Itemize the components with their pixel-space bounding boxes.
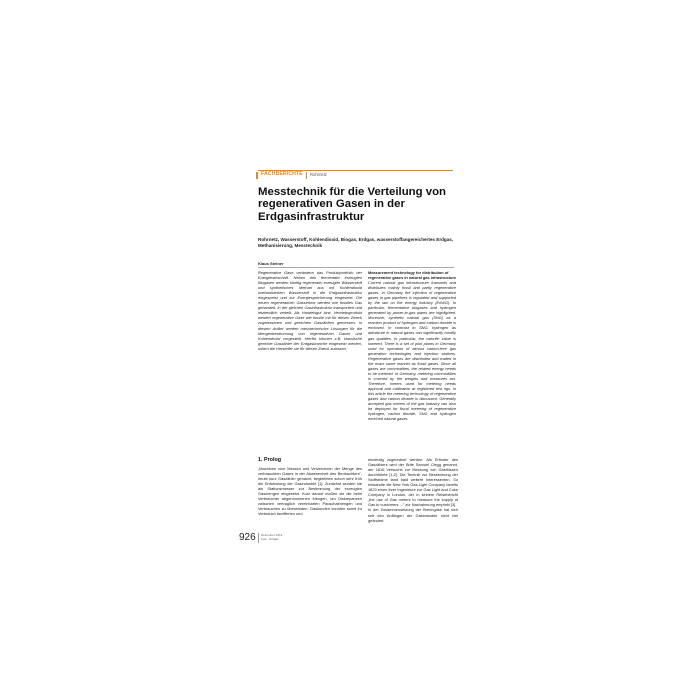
section-heading-prolog: 1. Prolog <box>258 457 282 463</box>
header-separator <box>306 172 307 179</box>
author-divider <box>258 267 454 268</box>
article-title: Messtechnik für die Verteilung von regenerativen Gasen in der Erdgasinfrastruktur <box>258 186 446 223</box>
journal-info-date: Dezember 2013 <box>261 533 283 537</box>
section-label: FACHBERICHTE <box>261 171 303 177</box>
journal-info-name: Gas · Erdgas <box>261 537 279 541</box>
footer-separator <box>258 533 259 543</box>
abstract-german: Regenerative Gase verändern das Produktportfolio der Energiewirtschaft. Neben den fermentativ erzeugten Biogasen werden künftig regenerativ erzeugter Wasserstoff und synthetisches Methan aus mit Kohlendioxid methanisiertem Wasserstoff in die Erdgasinfrastruktur eingespeist und zur Energiespeicherung eingesetzt. Die neuen regenerativen Gasströme werden wie fossiles Gas gehandelt, in der gleichen Gasinfrastruktur transportiert und letztendlich verteilt. Als Handelsgut bzw. Vertriebsprodukt werden regenerative Gase wie fossile mit für diesen Zweck zugelassenen und geeichten Gaszählern gemessen. In diesem Artikel werden messtechnische Lösungen für die Mengenbestimmung von regenerativen Gasen und Kohlendioxid vorgestellt. Hierfür können z.B. klassische geeichte Gaszähler der Erdgasbranche eingesetzt werden, sofern die Hersteller sie für diesen Zweck zulassen. <box>258 270 362 351</box>
topic-label: Rohrnetz <box>310 171 327 177</box>
page-number: 926 <box>239 532 256 543</box>
abstract-english: Current natural gas infrastructure transmits and distributes mainly fossil and partly regenerative gases. In Germany the injection of regenerative gases in gas pipelines is regulated and supported by the law on the energy industry (EnWG). In particular, fermentative biogases and hydrogen generated by power-to-gas plants are highlighted. Moreover, synthetic natural gas (SNG) as a reaction product of hydrogen and carbon dioxide is enclosed. In contrast to SNG, hydrogen as admixture in natural gases can significantly modify gas qualities. In particular, the calorific value is lowered. There is a set of pilot plants in Germany used for operation of almost carbon-free gas generation technologies and injection stations. Regenerative gases are distributed and traded in the exact same manner as fossil gases. Since all gases are commodities, the related energy needs to be metered. In Germany, metering commodities is covered by the weights and measures act. Therefore, meters used for metering needs approval and calibration at registered test rigs. In this article the metering technology of regenerative gases and carbon dioxide is discussed. Generally accepted gas meters of the gas industry can also be deployed for fiscal metering of regenerative hydrogen, carbon dioxide, SNG and hydrogen enriched natural gases. <box>368 280 456 422</box>
header-marker <box>256 172 258 179</box>
journal-info <box>261 533 282 541</box>
body-column-left: „Machinen zum Messen und Verzeichnen der Menge des verbrauchten Gases in der Abwesenheit des Beobachters", heute kurz Gaszähler genannt, begleiteten schon sehr früh die Entwicklung der Gasindustrie [1]. Zunächst wurden sie als Stationsmesser zur Bestimmung der erzeugten Gasmengen eingesetzt. Kurz darauf maßen sie die beim Verbraucher abgenommenen Mengen, um Diskrepanzen zwischen vertraglich vereinbarten Pauschalmengen und Verbrauchen zu überwinden. Gaskunden konnten somit ihr Verbrauch bezifferten und <box>258 466 362 517</box>
abstract-english-title: Measurement technology for distribution of regenerative gases in natural gas infrastructure <box>368 270 457 280</box>
article-author: Klaus Steiner <box>258 261 284 266</box>
article-keywords: Rohrnetz, Wasserstoff, Kohlendioxid, Biogas, Erdgas, wasserstoffangereichertes Erdgas, Methanisierung, Messtechnik <box>258 237 454 248</box>
body-column-right: eindeutig zugeordnet werden. Als Erfinder des Gaszählers wird der Brite Samuel Clegg genannt, der 1816 Versuche zur Messung von Gasflüssen durchführte [1,2]. Die Technik zur Bestimmung der Stoffströme fand bald weitere Interessenten. So entsandte die New York Gas-Light Company bereits 1823 einen ihrer Ingenieure zur Gas Light and Coke Company in London, der in seinem Reisebericht „the use of Gas meters to measure the supply of Gas to customers ..." zur Nachahmung empfahl [3]. In der Zusammensetzung der Brenngase hat sich seit den Anfängen der Gasindustrie nicht viel geändert. <box>368 457 458 523</box>
